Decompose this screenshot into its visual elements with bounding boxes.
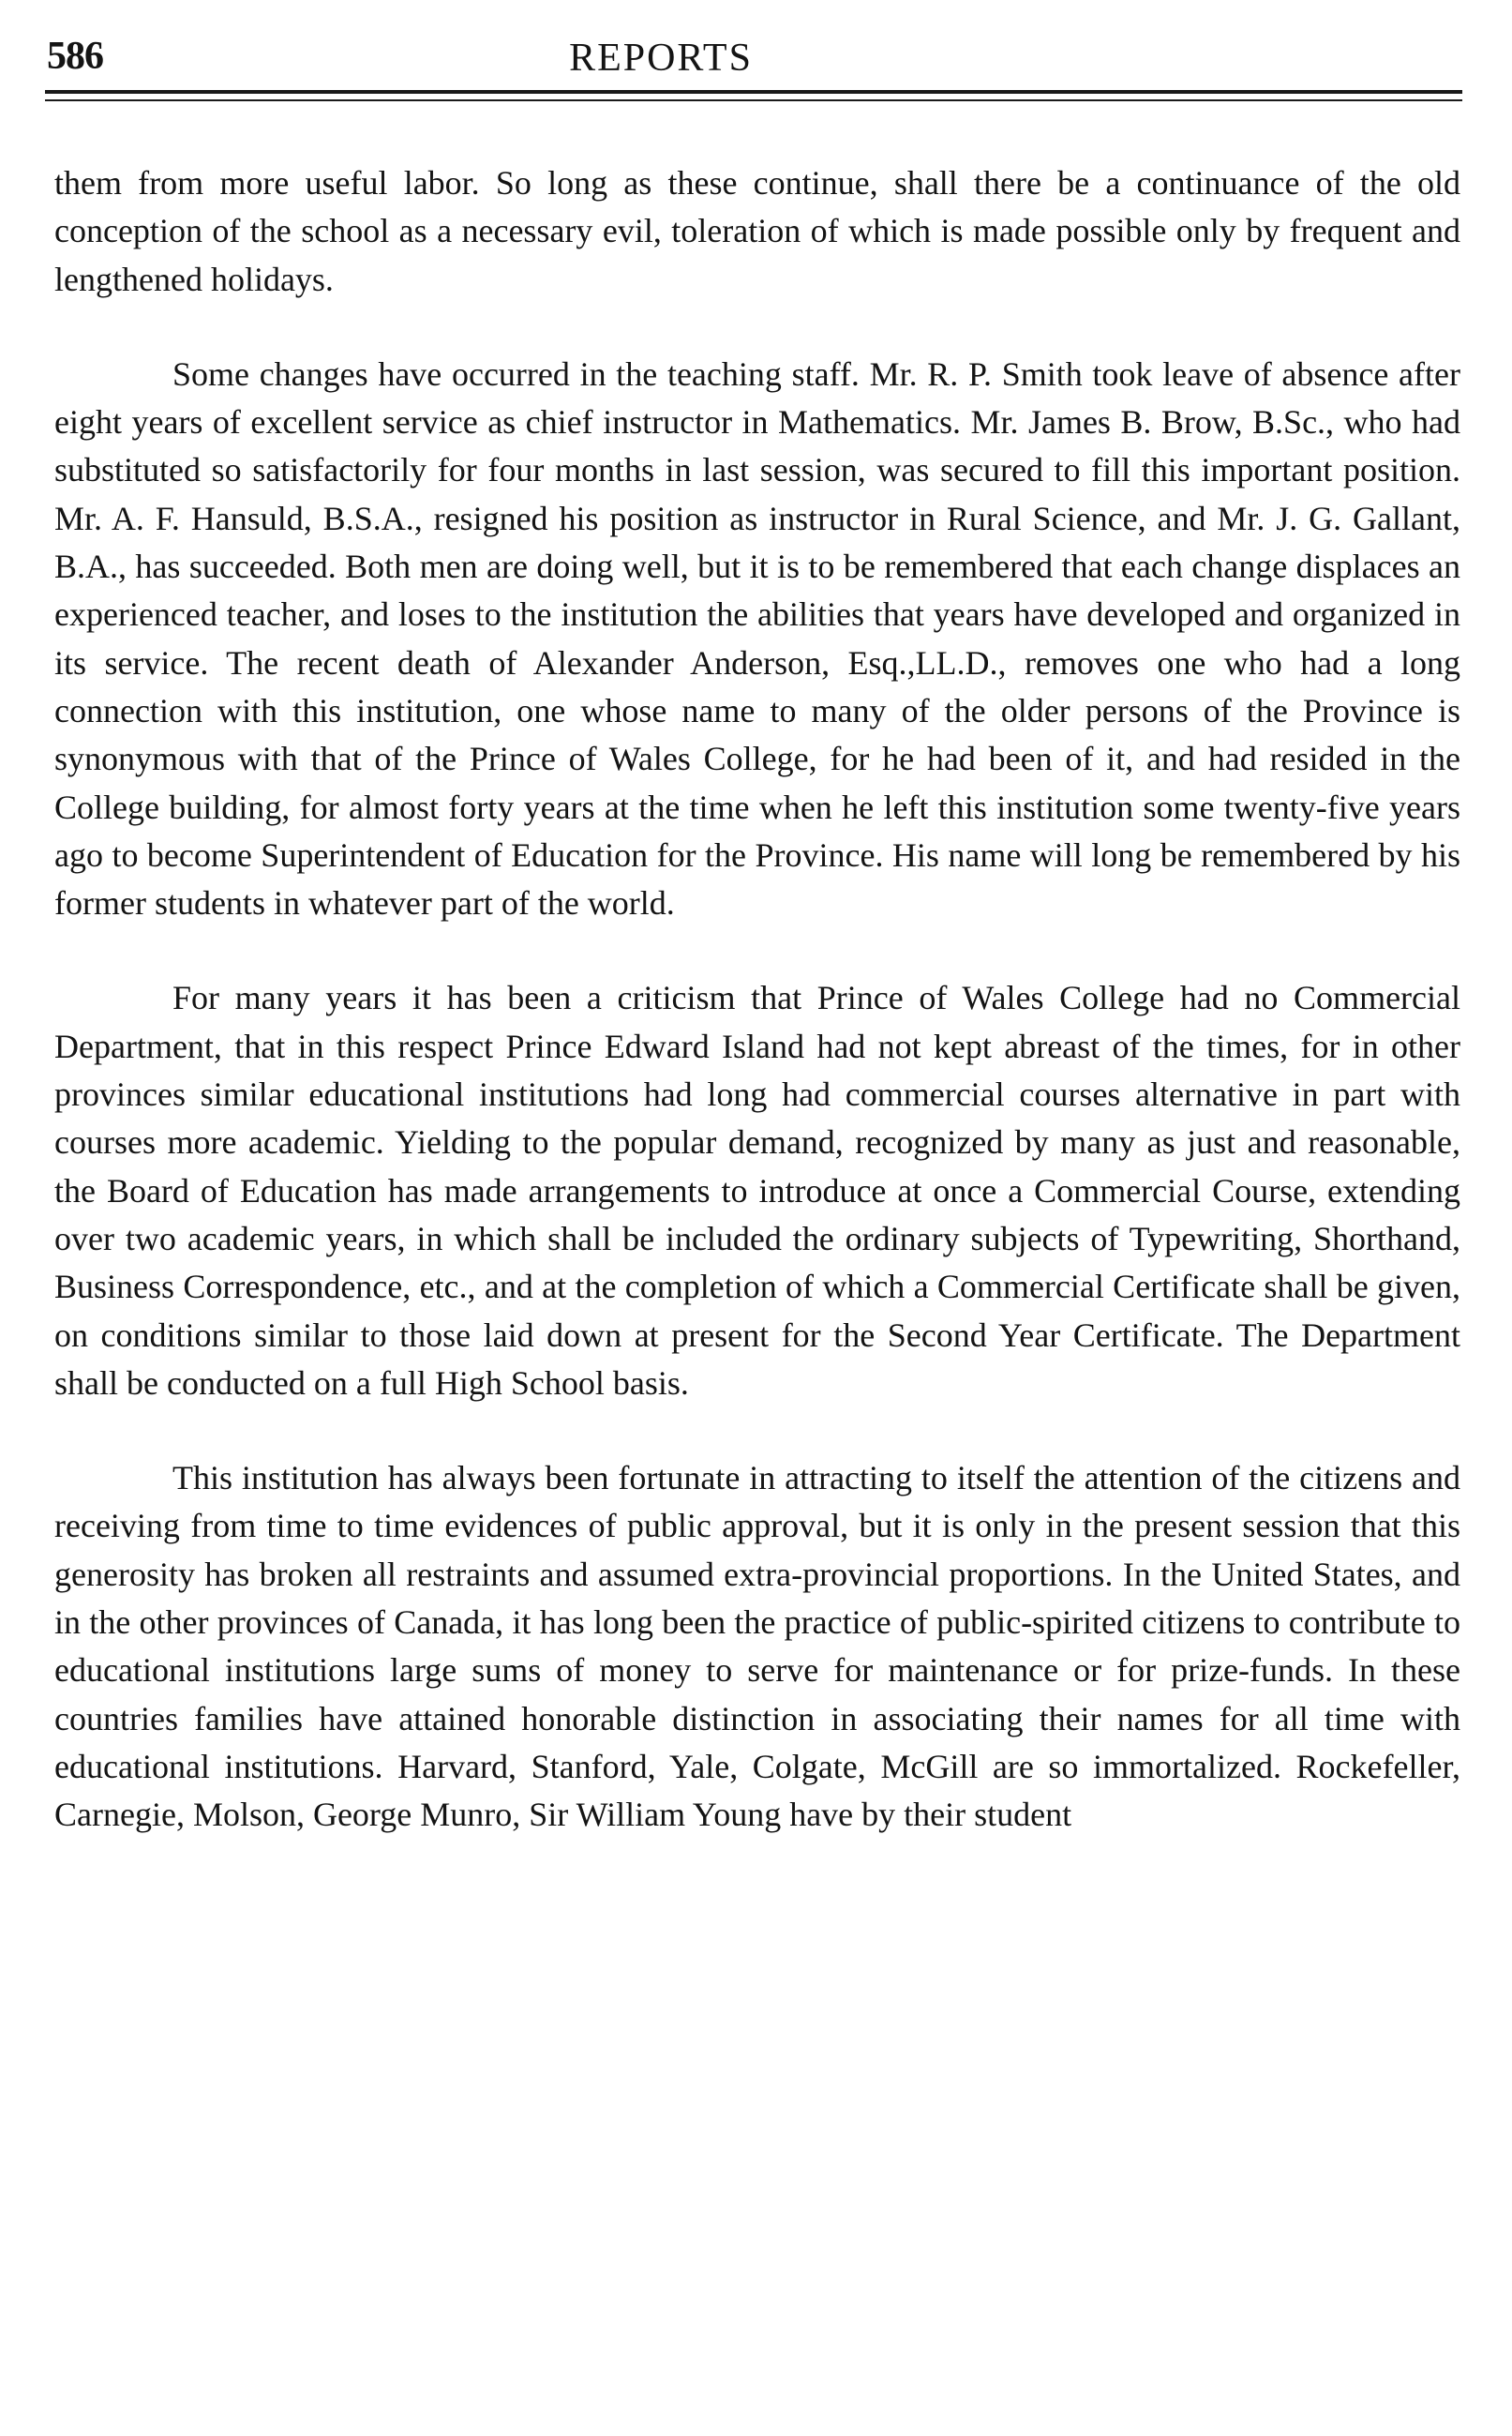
header-rule-thick [45, 90, 1462, 94]
paragraph-continued: them from more useful labor. So long as these continue, shall there be a continuance of the old conception of the school as a necessary evil, toleration of which is made possible only by frequent and lengthened holidays. [54, 164, 1460, 298]
paragraph-staff-changes: Some changes have occurred in the teaching staff. Mr. R. P. Smith took leave of absence after eight years of excellent service as chief instructor in Mathematics. Mr. James B. Brow, B.Sc., who had substituted so satisfactorily for four months in last session, was secured to fill this important position. Mr. A. F. Hansuld, B.S.A., resigned his position as instructor in Rural Science, and Mr. J. G. Gallant, B.A., has succeeded. Both men are doing well, but it is to be remembered that each change displaces an experienced teacher, and loses to the institution the abilities that years have developed and organized in its service. The recent death of Alexander Anderson, Esq.,LL.D., removes one who had a long connection with this institution, one whose name to many of the older persons of the Province is synonymous with that of the Prince of Wales College, for he had been of it, and had resided in the College building, for almost forty years at the time when he left this institution some twenty-five years ago to become Superintendent of Education for the Province. His name will long be remembered by his former students in whatever part of the world. [54, 354, 1460, 923]
paragraph-commercial-department: For many years it has been a criticism that Prince of Wales College had no Commercial Department, that in this respect Prince Edward Island had not kept abreast of the times, for in other provinces similar educational institutions had long had commercial courses alternative in part with courses more academic. Yielding to the popular demand, recognized by many as just and reasonable, the Board of Education has made arrangements to introduce at once a Commercial Course, extending over two academic years, in which shall be included the ordinary subjects of Typewriting, Shorthand, Business Correspondence, etc., and at the completion of which a Commercial Certificate shall be given, on conditions similar to those laid down at present for the Second Year Certificate. The Department shall be conducted on a full High School basis. [54, 979, 1460, 1402]
header-rule-thin [45, 99, 1462, 101]
page-number: 586 [47, 35, 103, 78]
body-text [54, 159, 1460, 1887]
page-header [47, 26, 1462, 83]
running-head: REPORTS [569, 37, 753, 80]
paragraph-public-approval: This institution has always been fortunate in attracting to itself the attention of the citizens and receiving from time to time evidences of public approval, but it is only in the present session that this generosity has broken all restraints and assumed extra-provincial proportions. In the United States, and in the other provinces of Canada, it has long been the practice of public-spirited citizens to contribute to educational institutions large sums of money to serve for maintenance or for prize-funds. In these countries families have attained honorable distinction in associating their names for all time with educational institutions. Harvard, Stanford, Yale, Colgate, McGill are so immortalized. Rockefeller, Carnegie, Molson, George Munro, Sir William Young have by their student [54, 1459, 1460, 1834]
